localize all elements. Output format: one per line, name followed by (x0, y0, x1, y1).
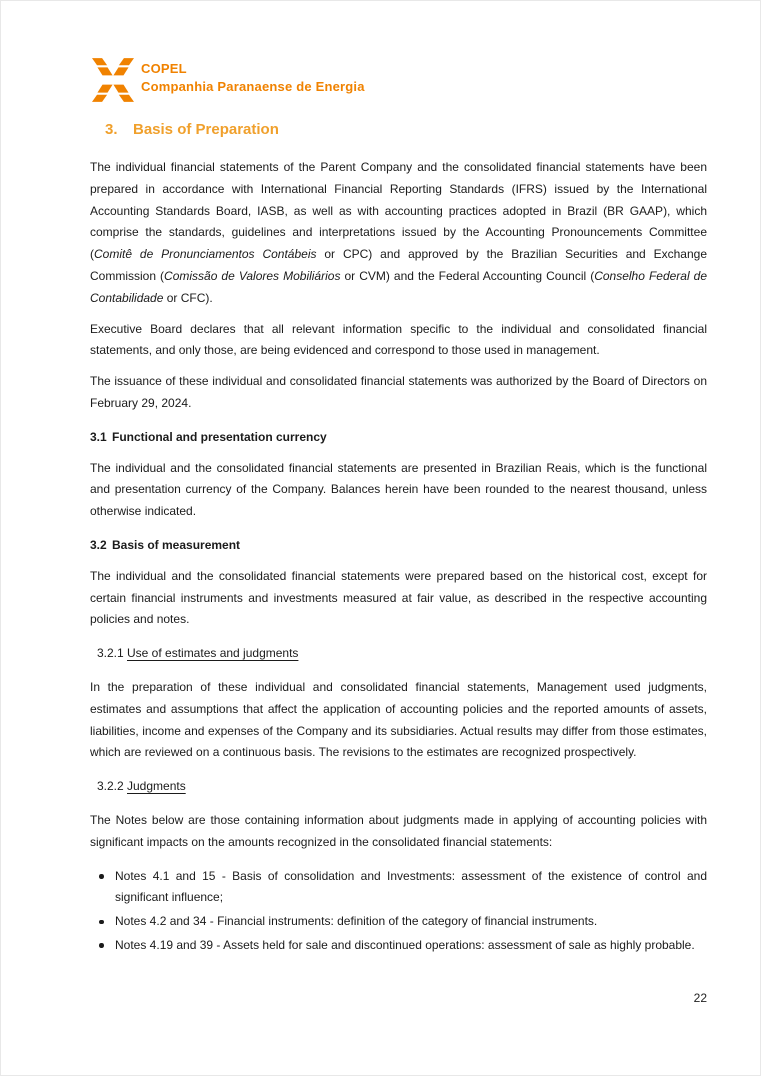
section-title-underlined: Use of estimates and judgments (127, 646, 299, 661)
paragraph-text: The individual financial statements of the Parent Company and the consolidated financial statements have been prepared in accordance with International Financial Reporting Standards (IFRS) issued by the International Accounting Standards Board, IASB, as well as with accounting practices adopted in Brazil (BR GAAP), which comprise the standards, guidelines and interpretations issued by the Accounting Pronouncements Committee ( (90, 160, 707, 262)
section-heading-3 (90, 121, 707, 138)
section-heading-3-2 (90, 535, 707, 557)
section-title-underlined: Judgments (127, 779, 186, 794)
paragraph-text: or CFC). (163, 290, 213, 305)
judgment-notes-list (90, 866, 707, 957)
section-number: 3.1 (90, 429, 107, 444)
paragraph-ifrs-basis (90, 157, 707, 310)
logo-company-name: COPEL (141, 61, 187, 76)
paragraph-judgments-intro: The Notes below are those containing information about judgments made in applying of accounting policies with significant impacts on the amounts recognized in the consolidated financial statements: (90, 812, 707, 849)
logo-company-subtitle: Companhia Paranaense de Energia (141, 79, 365, 94)
copel-logo-text (141, 57, 365, 96)
section-number: 3.2.2 (97, 779, 124, 794)
italic-portuguese-term: Conselho Federal de Contabilidade (90, 268, 708, 305)
list-item-note-consolidation: Notes 4.1 and 15 - Basis of consolidation and Investments: assessment of the existence of control and significant influence; (90, 866, 707, 910)
section-number: 3.2 (90, 537, 107, 552)
paragraph-basis-of-measurement: The individual and the consolidated financial statements were prepared based on the historical cost, except for certain financial instruments and investments measured at fair value, as described in the respective accounting policies and notes. (90, 568, 707, 627)
paragraph-functional-currency: The individual and the consolidated financial statements are presented in Brazilian Reais, which is the functional and presentation currency of the Company. Balances herein have been rounded to the nearest thousand, unless otherwise indicated. (90, 460, 707, 519)
section-title: Basis of Preparation (133, 121, 279, 138)
page-content (90, 0, 707, 959)
section-heading-3-2-1 (90, 643, 707, 665)
paragraph-text: or CVM) and the Federal Accounting Council ( (340, 268, 595, 283)
section-heading-3-2-2 (90, 776, 707, 798)
paragraph-use-of-estimates: In the preparation of these individual and consolidated financial statements, Management used judgments, estimates and assumptions that affect the application of accounting policies and the reported amounts of assets, liabilities, income and expenses of the Company and its subsidiaries. Actual results may differ from those estimates, which are reviewed on a continuous basis. The revisions to the estimates are recognized prospectively. (90, 679, 707, 760)
section-title: Functional and presentation currency (112, 429, 327, 444)
list-item-note-assets-held-for-sale: Notes 4.19 and 39 - Assets held for sale and discontinued operations: assessment of sale as highly probable. (90, 935, 707, 957)
section-heading-3-1 (90, 427, 707, 449)
paragraph-executive-board: Executive Board declares that all relevant information specific to the individual and consolidated financial statements, and only those, are being evidenced and correspond to those used in management. (90, 321, 707, 358)
section-title: Basis of measurement (112, 537, 241, 552)
copel-logo (92, 57, 707, 103)
italic-portuguese-term: Comitê de Pronunciamentos Contábeis (94, 247, 317, 262)
section-number: 3.2.1 (97, 646, 124, 661)
paragraph-text: or CPC) and approved by the Brazilian Securities and Exchange Commission ( (90, 247, 708, 283)
list-item-note-financial-instruments: Notes 4.2 and 34 - Financial instruments: definition of the category of financial instruments. (90, 911, 707, 933)
page-number: 22 (693, 991, 707, 1005)
section-number: 3. (105, 121, 118, 138)
paragraph-issuance-authorization: The issuance of these individual and consolidated financial statements was authorized by the Board of Directors on February 29, 2024. (90, 374, 707, 410)
copel-logo-icon (92, 57, 134, 103)
italic-portuguese-term: Comissão de Valores Mobiliários (164, 268, 341, 283)
